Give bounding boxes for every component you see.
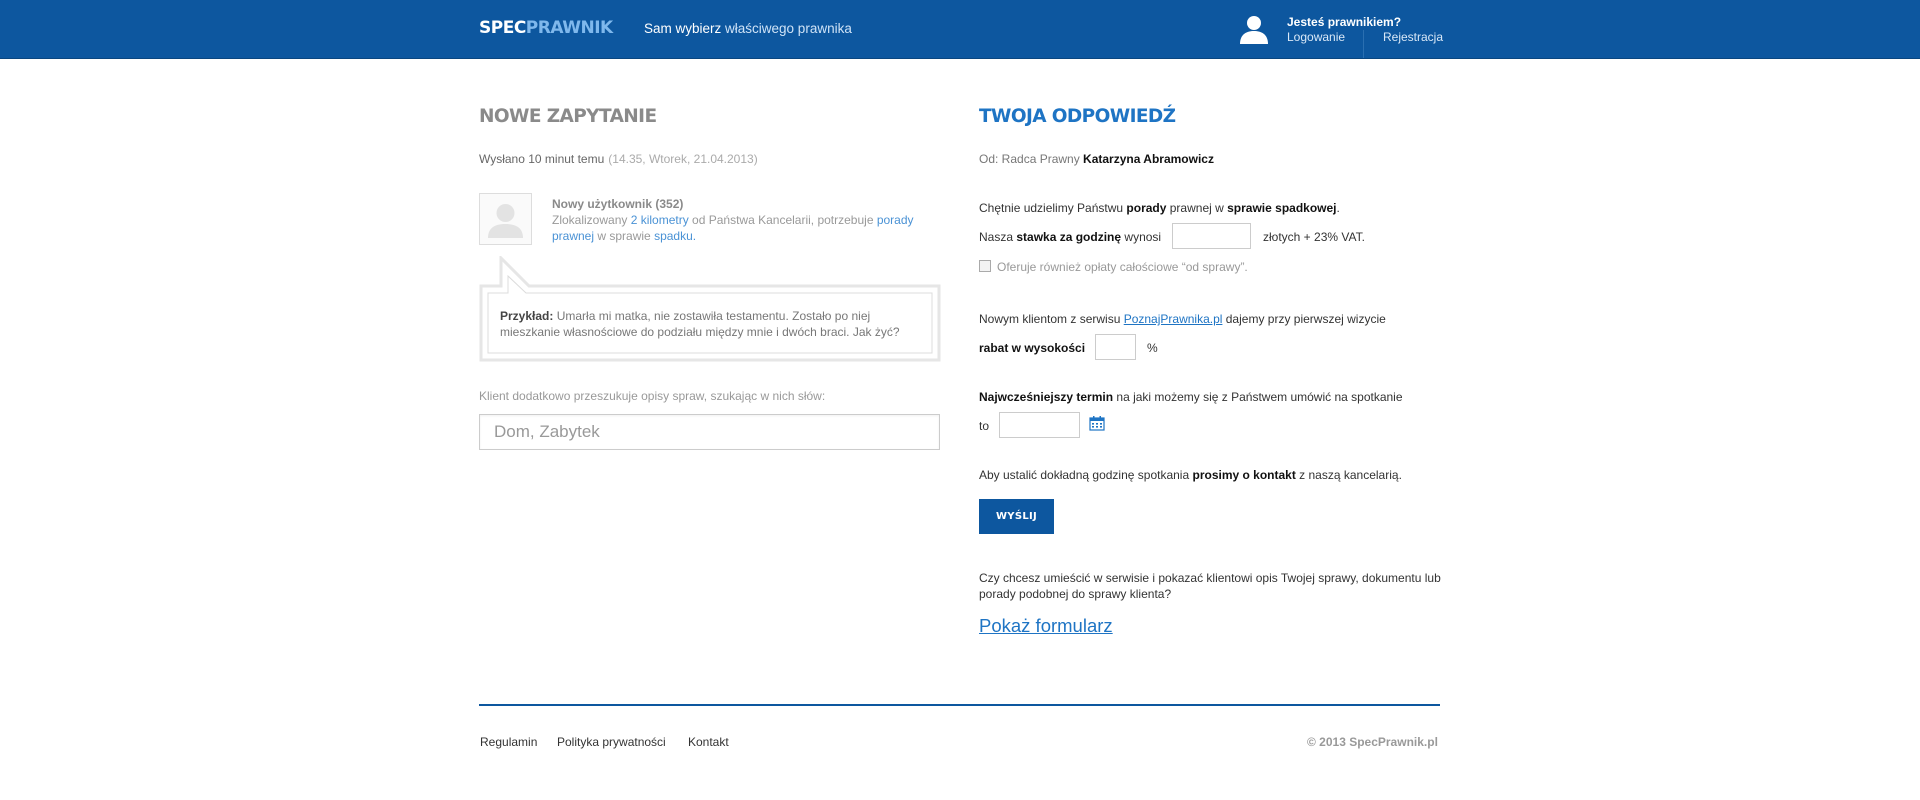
- flat-fee-label: Oferuje również opłaty całościowe “od sprawy”.: [997, 260, 1248, 274]
- legal-advice-link[interactable]: porady prawnej: [552, 213, 914, 243]
- poznajprawnika-link[interactable]: PoznajPrawnika.pl: [1123, 312, 1223, 326]
- your-answer-title: TWOJA ODPOWIEDŹ: [979, 106, 1176, 127]
- footer-divider: [479, 704, 1440, 706]
- contact-text: z naszą kancelarią.: [1295, 468, 1402, 482]
- desc-text: Zlokalizowany: [552, 213, 631, 227]
- term-text: na jaki możemy się z Państwem umówić na spotkanie: [1113, 390, 1403, 404]
- hourly-rate-input[interactable]: [1172, 223, 1251, 249]
- calendar-icon[interactable]: [1089, 415, 1105, 431]
- advice-text: Chętnie udzielimy Państwu: [979, 201, 1127, 215]
- contact-text: Aby ustalić dokładną godzinę spotkania: [979, 468, 1193, 482]
- distance-link[interactable]: 2 kilometry: [630, 213, 689, 227]
- footer-link-terms[interactable]: Regulamin: [480, 735, 538, 749]
- tagline: [644, 21, 852, 36]
- date-input[interactable]: [999, 412, 1080, 438]
- lawyer-question: Jesteś prawnikiem?: [1287, 15, 1402, 29]
- tagline-rest: właściwego prawnika: [721, 21, 852, 36]
- contact-bold: prosimy o kontakt: [1192, 468, 1296, 482]
- tagline-bold: Sam wybierz: [644, 21, 722, 36]
- desc-text: od Państwa Kancelarii, potrzebuje: [688, 213, 877, 227]
- logo-part-spec: SPEC: [479, 18, 526, 38]
- from-name: Katarzyna Abramowicz: [1083, 152, 1214, 166]
- term-bold: Najwcześniejszy termin: [979, 390, 1114, 404]
- rate-text: Nasza: [979, 230, 1017, 244]
- footer-link-contact[interactable]: Kontakt: [688, 735, 729, 749]
- sent-timestamp: (14.35, Wtorek, 21.04.2013): [608, 152, 758, 166]
- header-divider: [1363, 30, 1364, 58]
- register-link[interactable]: Rejestracja: [1383, 30, 1444, 44]
- sent-label: Wysłano 10 minut temu: [479, 152, 605, 166]
- keywords-input[interactable]: [479, 414, 940, 450]
- user-name: Nowy użytkownik (352): [552, 197, 684, 211]
- user-icon: [1239, 14, 1269, 44]
- discount-text: dajemy przy pierwszej wizycie: [1222, 312, 1386, 326]
- rate-suffix: złotych + 23% VAT.: [1263, 230, 1365, 244]
- footer-link-privacy[interactable]: Polityka prywatności: [557, 735, 666, 749]
- flat-fee-checkbox[interactable]: [979, 260, 991, 272]
- user-description: [552, 212, 927, 244]
- publish-question: Czy chcesz umieścić w serwisie i pokazać klientowi opis Twojej sprawy, dokumentu lub porady podobnej do sprawy klienta?: [979, 571, 1441, 601]
- advice-text: .: [1336, 201, 1340, 215]
- rate-bold: stawka za godzinę: [1016, 230, 1122, 244]
- logo-part-prawnik: PRAWNIK: [525, 18, 613, 38]
- new-request-title: NOWE ZAPYTANIE: [479, 106, 657, 127]
- top-navigation-bar: [0, 0, 1920, 59]
- answer-from: [979, 152, 1214, 166]
- from-label: Od: Radca Prawny: [979, 152, 1084, 166]
- send-button[interactable]: WYŚLIJ: [979, 499, 1054, 534]
- sent-info: [479, 152, 758, 166]
- avatar-placeholder-icon: [480, 194, 531, 244]
- keywords-label: Klient dodatkowo przeszukuje opisy spraw, szukając w nich słów:: [479, 389, 826, 403]
- rate-text: wynosi: [1121, 230, 1162, 244]
- discount-line: [979, 312, 1386, 326]
- desc-text: w sprawie: [594, 229, 655, 243]
- example-label: Przykład:: [500, 309, 554, 323]
- discount-label-bold: rabat w wysokości: [979, 341, 1086, 355]
- advice-line: [979, 201, 1340, 215]
- show-form-link[interactable]: Pokaż formularz: [979, 615, 1113, 636]
- discount-text: Nowym klientom z serwisu: [979, 312, 1124, 326]
- advice-bold: sprawie spadkowej: [1227, 201, 1337, 215]
- logo[interactable]: [479, 18, 613, 38]
- advice-text: prawnej w: [1166, 201, 1228, 215]
- inheritance-link[interactable]: spadku.: [654, 229, 697, 243]
- percent-sign: %: [1147, 341, 1158, 355]
- contact-line: [979, 468, 1402, 482]
- avatar: [479, 193, 532, 245]
- discount-label: [979, 341, 1085, 355]
- advice-bold: porady: [1126, 201, 1167, 215]
- copyright: © 2013 SpecPrawnik.pl: [1307, 735, 1438, 749]
- login-link[interactable]: Logowanie: [1287, 30, 1346, 44]
- discount-input[interactable]: [1095, 334, 1136, 360]
- term-to-label: to: [979, 419, 990, 433]
- rate-line: [979, 230, 1161, 244]
- example-text: [500, 308, 920, 340]
- earliest-term-line: [979, 390, 1403, 404]
- example-body: Umarła mi matka, nie zostawiła testamentu. Zostało po niej mieszkanie własnościowe do podziału między mnie i dwóch braci. Jak żyć?: [500, 309, 900, 339]
